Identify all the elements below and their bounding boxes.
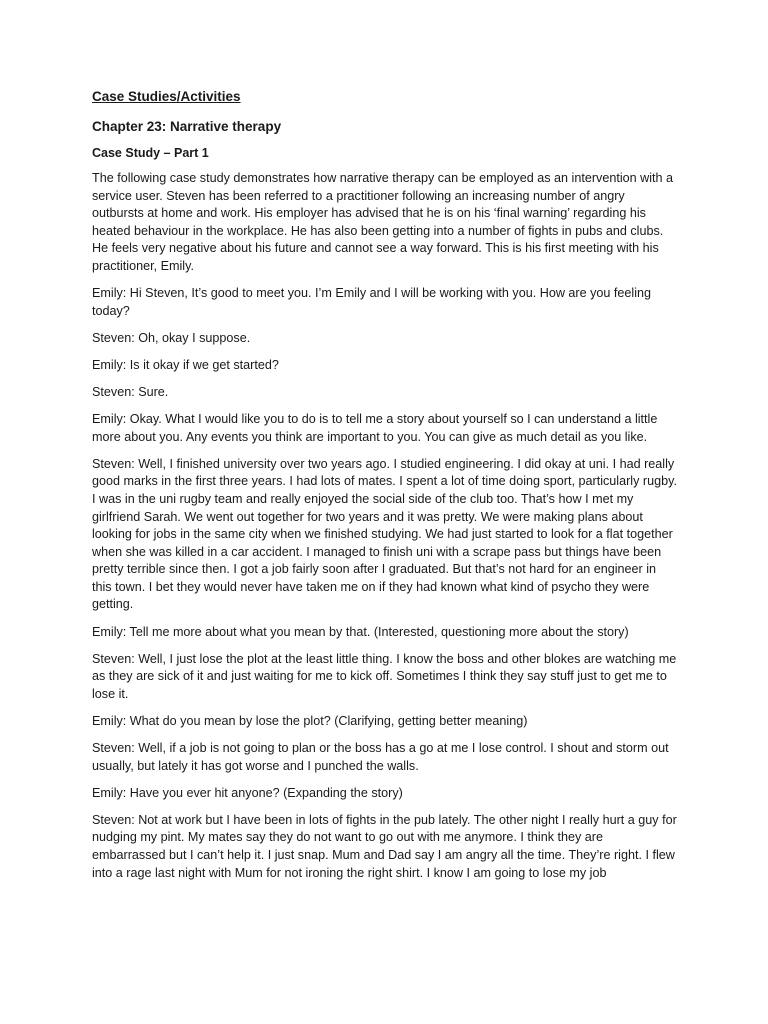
dialogue-paragraph: Steven: Not at work but I have been in lots of fights in the pub lately. The other night I really hurt a guy for nudging my pint. My mates say they do not want to go out with me anymore. I think they are embarrassed but I can’t help it. I just snap. Mum and Dad say I am angry all the time. They’re right. I flew into a rage last night with Mum for not ironing the right shirt. I know I am going to lose my job [92, 812, 677, 880]
section-title: Case Study – Part 1 [92, 146, 209, 160]
dialogue-paragraph: Emily: Have you ever hit anyone? (Expanding the story) [92, 785, 403, 800]
dialogue-paragraph: Emily: Tell me more about what you mean by that. (Interested, questioning more about the story) [92, 624, 629, 639]
chapter-title: Chapter 23: Narrative therapy [92, 119, 282, 134]
document-heading: Case Studies/Activities [92, 89, 241, 104]
dialogue-paragraph: Steven: Well, if a job is not going to plan or the boss has a go at me I lose control. I shout and storm out usually, but lately it has got worse and I punched the walls. [92, 741, 669, 773]
dialogue-paragraph: Steven: Sure. [92, 384, 169, 399]
dialogue-paragraph: Emily: What do you mean by lose the plot? (Clarifying, getting better meaning) [92, 713, 528, 728]
document-body [92, 170, 678, 882]
dialogue-paragraph: Emily: Is it okay if we get started? [92, 357, 279, 372]
dialogue-paragraph: Emily: Okay. What I would like you to do is to tell me a story about yourself so I can understand a little more about you. Any events you think are important to you. You can give as much detail as you like. [92, 412, 658, 444]
dialogue-paragraph: Steven: Oh, okay I suppose. [92, 330, 251, 345]
intro-paragraph: The following case study demonstrates how narrative therapy can be employed as an intervention with a service user. Steven has been referred to a practitioner following an increasing number of angry outbursts at home and work. His employer has advised that he is on his ‘final warning’ regarding his heated behaviour in the workplace. He has also been getting into a number of fights in pubs and clubs. He feels very negative about his future and cannot see a way forward. This is his first meeting with his practitioner, Emily. [92, 171, 674, 273]
dialogue-paragraph: Steven: Well, I finished university over two years ago. I studied engineering. I did okay at uni. I had really good marks in the first three years. I had lots of mates. I spent a lot of time doing sport, particularly rugby. I was in the uni rugby team and really enjoyed the social side of the club too. That’s how I met my girlfriend Sarah. We went out together for two years and it was pretty. We were making plans about looking for jobs in the same city when we finished studying. We had just started to look for a flat together when she was killed in a car accident. I managed to finish uni with a scrape pass but things have been pretty terrible since then. I got a job fairly soon after I graduated. But that’s not hard for an engineer in this town. I bet they would never have taken me on if they had known what kind of psycho they were getting. [92, 456, 677, 612]
dialogue-paragraph: Steven: Well, I just lose the plot at the least little thing. I know the boss and other blokes are watching me as they are sick of it and just waiting for me to kick off. Sometimes I think they say stuff just to get me to lose it. [92, 651, 677, 701]
dialogue-paragraph: Emily: Hi Steven, It’s good to meet you. I’m Emily and I will be working with you. How are you feeling today? [92, 286, 652, 318]
